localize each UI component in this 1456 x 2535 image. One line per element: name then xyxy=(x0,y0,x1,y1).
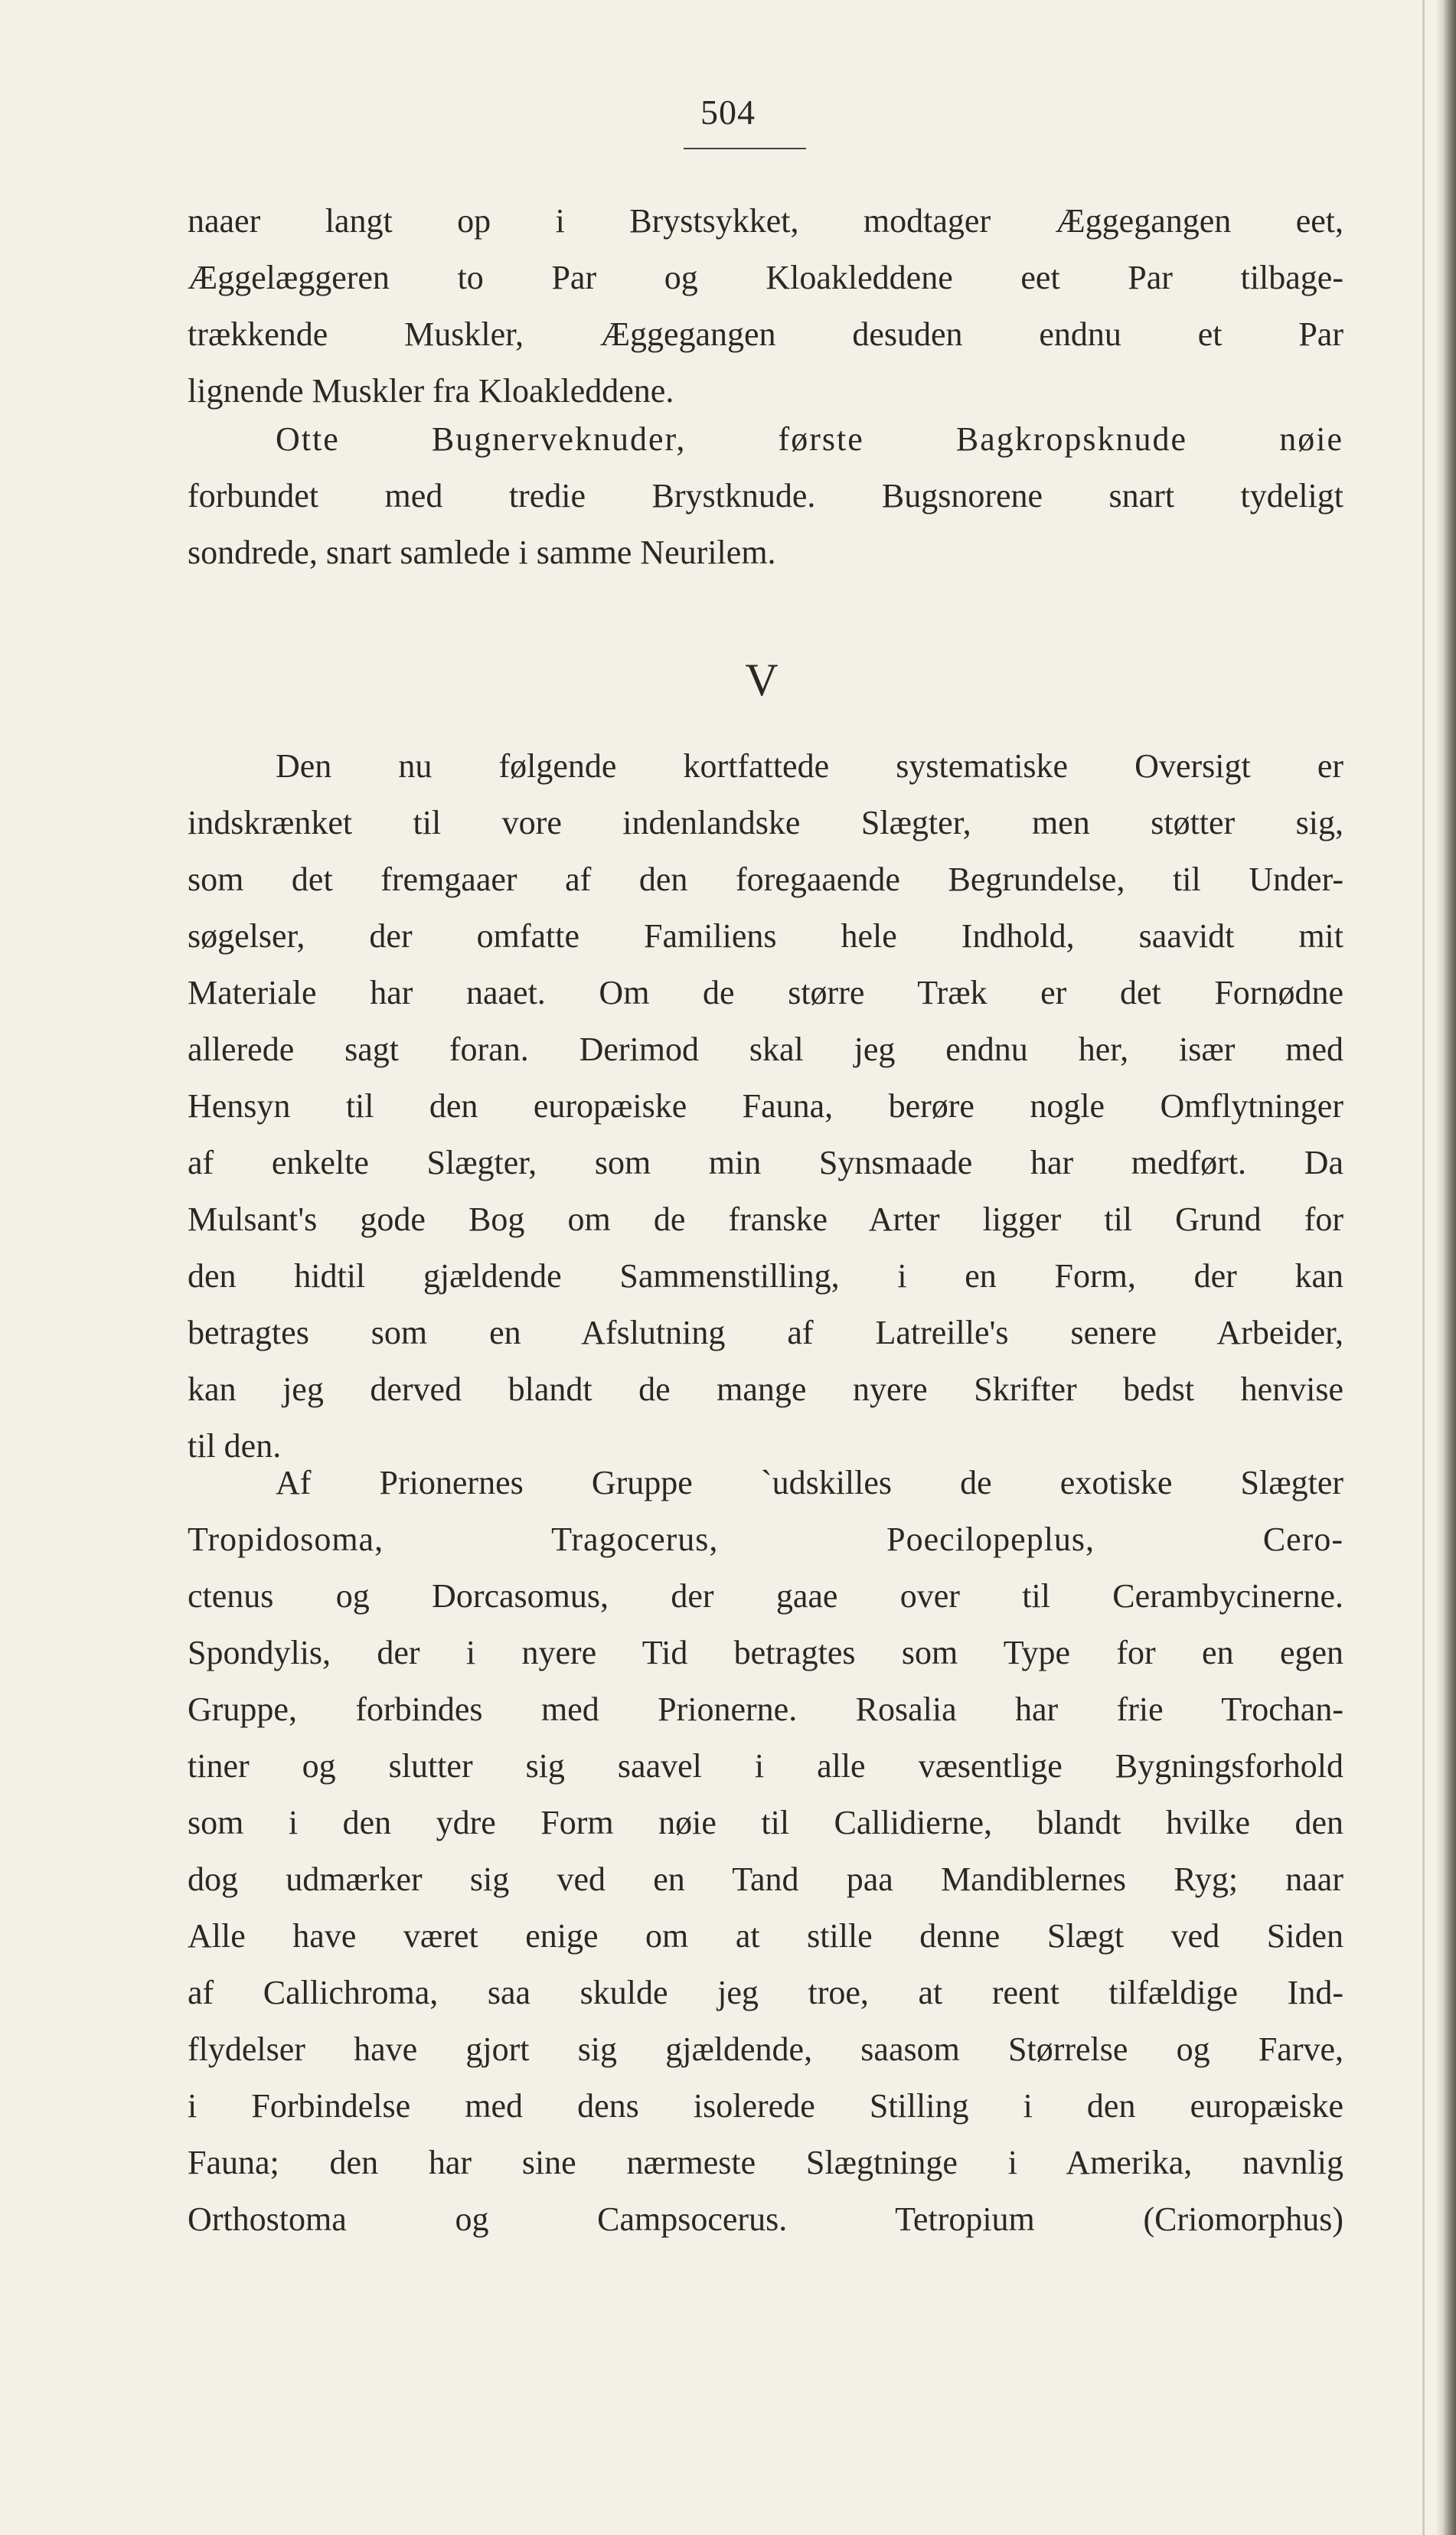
text-line: betragtes som en Afslutning af Latreille's senere Arbeider, xyxy=(188,1314,1343,1351)
text-line: flydelser have gjort sig gjældende, saasom Størrelse og Farve, xyxy=(188,2030,1343,2068)
text-line: som i den ydre Form nøie til Callidierne, blandt hvilke den xyxy=(188,1804,1343,1841)
text-line: forbundet med tredie Brystknude. Bugsnorene snart tydeligt xyxy=(188,477,1343,515)
page-number: 504 xyxy=(700,93,756,132)
text-line: trækkende Muskler, Æggegangen desuden endnu et Par xyxy=(188,315,1343,353)
text-line: Den nu følgende kortfattede systematiske Oversigt er xyxy=(276,747,1343,785)
text-line: af Callichroma, saa skulde jeg troe, at reent tilfældige Ind- xyxy=(188,1974,1343,2011)
text-line: som det fremgaaer af den foregaaende Begrundelse, til Under- xyxy=(188,861,1343,898)
text-line: naaer langt op i Brystsykket, modtager Æggegangen eet, xyxy=(188,202,1343,240)
text-line: Alle have været enige om at stille denne Slægt ved Siden xyxy=(188,1917,1343,1955)
text-line: sondrede, snart samlede i samme Neurilem. xyxy=(188,534,776,571)
text-line: Tropidosoma, Tragocerus, Poecilopeplus, Cero- xyxy=(188,1521,1343,1558)
text-line: Gruppe, forbindes med Prionerne. Rosalia har frie Trochan- xyxy=(188,1691,1343,1728)
text-line: Spondylis, der i nyere Tid betragtes som Type for en egen xyxy=(188,1634,1343,1671)
section-heading: V xyxy=(745,655,779,705)
text-line: Mulsant's gode Bog om de franske Arter ligger til Grund for xyxy=(188,1201,1343,1238)
page-number-underline xyxy=(684,148,806,149)
text-line: ctenus og Dorcasomus, der gaae over til Cerambycinerne. xyxy=(188,1577,1343,1615)
text-line: Æggelæggeren to Par og Kloakleddene eet Par tilbage- xyxy=(188,259,1343,296)
page-edge-rule xyxy=(1422,0,1425,2535)
text-line: kan jeg derved blandt de mange nyere Skrifter bedst henvise xyxy=(188,1370,1343,1408)
text-line: dog udmærker sig ved en Tand paa Mandiblernes Ryg; naar xyxy=(188,1860,1343,1898)
text-line: Af Prionernes Gruppe `udskilles de exotiske Slægter xyxy=(276,1464,1343,1501)
page-edge-shadow xyxy=(1436,0,1456,2535)
text-line: Hensyn til den europæiske Fauna, berøre nogle Omflytninger xyxy=(188,1087,1343,1125)
text-line: Materiale har naaet. Om de større Træk er det Fornødne xyxy=(188,974,1343,1011)
text-line: indskrænket til vore indenlandske Slægter, men støtter sig, xyxy=(188,804,1343,841)
text-line: Otte Bugnerveknuder, første Bagkropsknude nøie xyxy=(276,420,1343,458)
text-line: tiner og slutter sig saavel i alle væsentlige Bygningsforhold xyxy=(188,1747,1343,1785)
text-line: den hidtil gjældende Sammenstilling, i en Form, der kan xyxy=(188,1257,1343,1295)
text-line: i Forbindelse med dens isolerede Stilling i den europæiske xyxy=(188,2087,1343,2125)
text-line: lignende Muskler fra Kloakleddene. xyxy=(188,372,674,410)
text-line: til den. xyxy=(188,1427,282,1465)
text-line: allerede sagt foran. Derimod skal jeg endnu her, især med xyxy=(188,1031,1343,1068)
text-line: af enkelte Slægter, som min Synsmaade har medført. Da xyxy=(188,1144,1343,1181)
text-line: søgelser, der omfatte Familiens hele Indhold, saavidt mit xyxy=(188,917,1343,955)
text-line: Orthostoma og Campsocerus. Tetropium (Criomorphus) xyxy=(188,2200,1343,2238)
text-line: Fauna; den har sine nærmeste Slægtninge i Amerika, navnlig xyxy=(188,2144,1343,2181)
